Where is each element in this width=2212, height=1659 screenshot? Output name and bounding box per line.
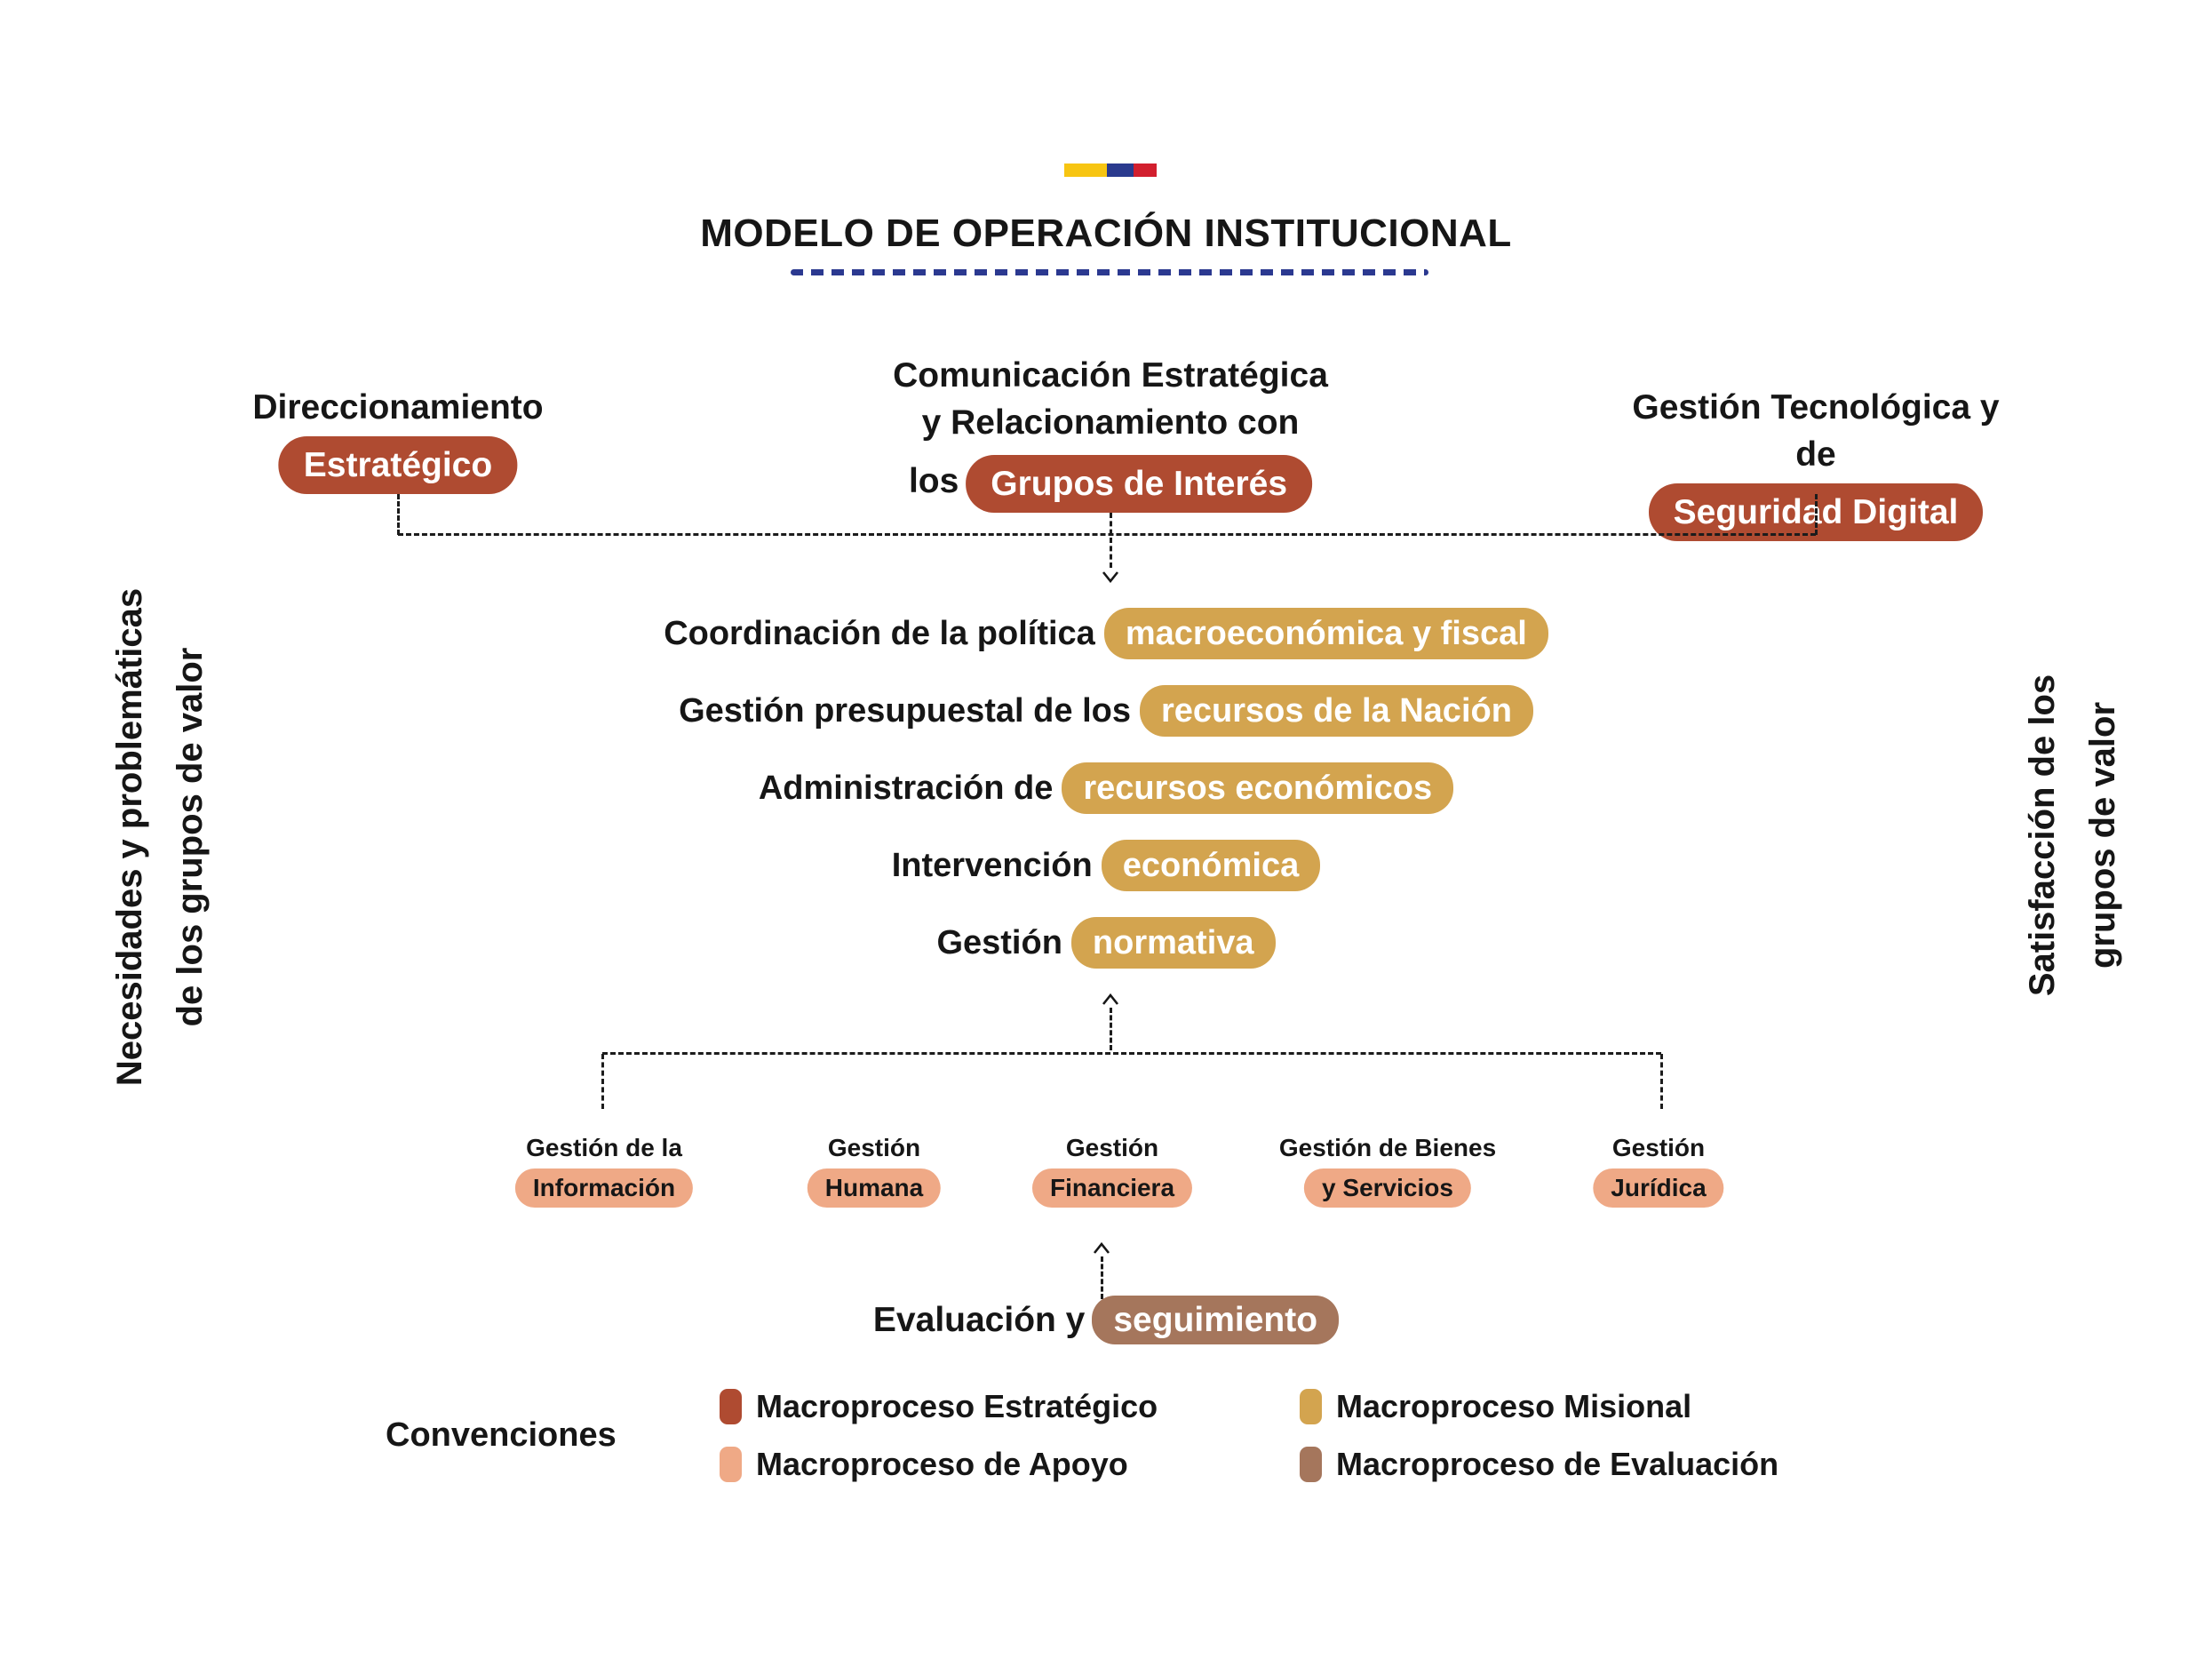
misional-label: Gestión presupuestal de los: [679, 691, 1131, 730]
left-axis-label: [99, 588, 220, 1086]
apoyo-column-juridica: [1593, 1134, 1723, 1208]
flag-blue-stripe: [1107, 164, 1134, 177]
strategic-label-line2: y Relacionamiento con: [921, 403, 1300, 443]
apoyo-label: Gestión de la: [526, 1134, 682, 1161]
misional-label: Coordinación de la política: [664, 614, 1095, 652]
right-axis-label-line2: grupos de valor: [2083, 701, 2122, 969]
pill-misional: recursos económicos: [1062, 762, 1453, 814]
pill-apoyo: y Servicios: [1304, 1168, 1471, 1208]
strategic-block-direccionamiento: [252, 384, 543, 494]
strategic-label-line1: Comunicación Estratégica: [893, 356, 1328, 395]
legend-label: Macroproceso Estratégico: [756, 1388, 1158, 1424]
connector-stem-evaluacion-up: [1101, 1256, 1103, 1299]
right-axis-label-line1: Satisfacción de los: [2023, 674, 2062, 997]
misional-row-coordinacion: [664, 608, 1548, 659]
misional-label: Administración de: [758, 769, 1054, 807]
legend-item-estrategico: [720, 1386, 1158, 1427]
legend-swatch-apoyo: [720, 1447, 742, 1482]
arrow-up-icon: [1102, 993, 1119, 1006]
apoyo-label: Gestión: [1611, 1134, 1706, 1161]
legend-label: Macroproceso Misional: [1336, 1388, 1692, 1424]
pill-apoyo: Información: [515, 1168, 693, 1208]
pill-estrategico: Estratégico: [279, 436, 517, 494]
legend-item-evaluacion: [1300, 1444, 1778, 1485]
connector-stub-right: [1815, 494, 1818, 535]
pill-apoyo: Humana: [808, 1168, 941, 1208]
colombia-flag: [1064, 164, 1157, 177]
pill-misional: macroeconómica y fiscal: [1104, 608, 1548, 659]
connector-horizontal-top: [398, 533, 1816, 536]
arrow-up-icon: [1093, 1242, 1110, 1255]
flag-yellow-stripe: [1064, 164, 1107, 177]
legend-label: Macroproceso de Evaluación: [1336, 1446, 1779, 1482]
apoyo-label: Gestión de Bienes: [1278, 1134, 1497, 1161]
legend-swatch-evaluacion: [1300, 1447, 1322, 1482]
strategic-block-comunicacion: [893, 352, 1328, 513]
legend-title: Convenciones: [386, 1416, 617, 1454]
pill-evaluacion: seguimiento: [1092, 1296, 1339, 1344]
apoyo-label: Gestión: [1065, 1134, 1159, 1161]
strategic-label: Gestión Tecnológica y de: [1632, 388, 2000, 475]
pill-misional: recursos de la Nación: [1140, 685, 1533, 737]
pill-apoyo: Jurídica: [1593, 1168, 1723, 1208]
evaluacion-row: [0, 1296, 2212, 1344]
pill-misional: económica: [1102, 840, 1321, 891]
legend-label: Macroproceso de Apoyo: [756, 1446, 1128, 1482]
apoyo-column-financiera: [1032, 1134, 1192, 1208]
apoyo-column-bienes-servicios: [1279, 1134, 1496, 1208]
apoyo-column-humana: [808, 1134, 941, 1208]
page-title: MODELO DE OPERACIÓN INSTITUCIONAL: [700, 211, 1512, 255]
misional-row-normativa: [936, 917, 1275, 969]
right-axis-label: [2012, 674, 2133, 996]
pill-apoyo: Financiera: [1032, 1168, 1192, 1208]
left-axis-label-line2: de los grupos de valor: [171, 647, 210, 1027]
legend-item-misional: [1300, 1386, 1691, 1427]
legend-swatch-estrategico: [720, 1389, 742, 1424]
title-underline-dashes: [791, 269, 1428, 275]
connector-stem-center-down: [1110, 513, 1112, 568]
legend-item-apoyo: [720, 1444, 1128, 1485]
connector-stub-apoyo-right: [1660, 1054, 1663, 1109]
strategic-label: Direccionamiento: [252, 388, 544, 427]
misional-row-administracion: [759, 762, 1453, 814]
misional-label: Gestión: [936, 923, 1062, 961]
pill-misional: normativa: [1071, 917, 1276, 969]
left-axis-label-line1: Necesidades y problemáticas: [110, 587, 149, 1087]
pill-grupos-de-interes: Grupos de Interés: [966, 455, 1312, 513]
misional-row-presupuestal: [679, 685, 1533, 737]
legend-swatch-misional: [1300, 1389, 1322, 1424]
misional-row-intervencion: [892, 840, 1320, 891]
apoyo-column-informacion: [515, 1134, 693, 1208]
misional-label: Intervención: [891, 846, 1093, 884]
connector-stub-apoyo-left: [601, 1054, 604, 1109]
connector-stub-left: [397, 494, 400, 535]
pill-seguridad-digital: Seguridad Digital: [1649, 483, 1984, 541]
connector-stem-center-up: [1110, 1008, 1112, 1050]
flag-red-stripe: [1134, 164, 1157, 177]
misional-process-list: [0, 608, 2212, 969]
connector-horizontal-bottom: [602, 1052, 1661, 1055]
arrow-down-icon: [1102, 570, 1119, 583]
strategic-label-prefix: los: [908, 462, 959, 501]
evaluacion-label: Evaluación y: [872, 1300, 1086, 1339]
apoyo-label: Gestión: [827, 1134, 921, 1161]
